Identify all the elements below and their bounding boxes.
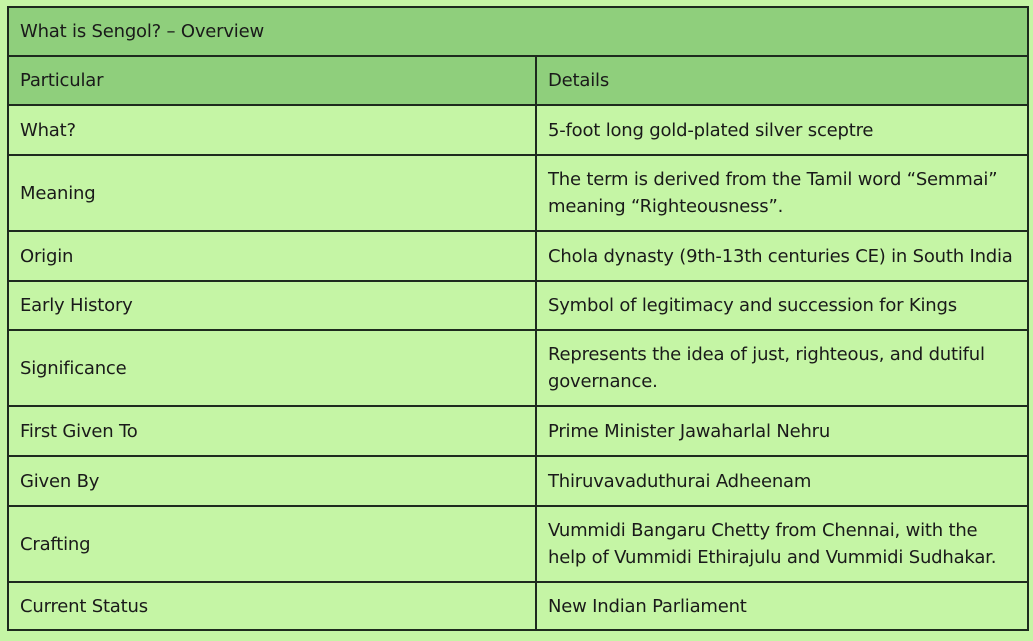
cell-details: Vummidi Bangaru Chetty from Chennai, with the help of Vummidi Ethirajulu and Vummidi Sudhakar. xyxy=(536,506,1028,582)
cell-details: Prime Minister Jawaharlal Nehru xyxy=(536,406,1028,456)
table-row xyxy=(8,506,1028,582)
cell-particular: Early History xyxy=(8,281,536,330)
cell-details: New Indian Parliament xyxy=(536,582,1028,630)
cell-particular: Given By xyxy=(8,456,536,506)
table-row xyxy=(8,582,1028,630)
table-row xyxy=(8,281,1028,330)
cell-details: 5-foot long gold-plated silver sceptre xyxy=(536,105,1028,155)
table-title: What is Sengol? – Overview xyxy=(8,7,1028,56)
cell-particular: First Given To xyxy=(8,406,536,456)
cell-particular: Significance xyxy=(8,330,536,406)
cell-particular: Crafting xyxy=(8,506,536,582)
cell-details: Symbol of legitimacy and succession for Kings xyxy=(536,281,1028,330)
table-row xyxy=(8,155,1028,231)
cell-details: The term is derived from the Tamil word “Semmai” meaning “Righteousness”. xyxy=(536,155,1028,231)
table-header-row xyxy=(8,56,1028,105)
table-title-row xyxy=(8,7,1028,56)
sengol-overview-table xyxy=(7,6,1029,631)
table-row xyxy=(8,406,1028,456)
table-row xyxy=(8,105,1028,155)
cell-details: Chola dynasty (9th-13th centuries CE) in South India xyxy=(536,231,1028,281)
column-header-particular: Particular xyxy=(8,56,536,105)
column-header-details: Details xyxy=(536,56,1028,105)
cell-particular: Origin xyxy=(8,231,536,281)
table-row xyxy=(8,330,1028,406)
table-row xyxy=(8,456,1028,506)
cell-details: Represents the idea of just, righteous, and dutiful governance. xyxy=(536,330,1028,406)
cell-particular: Current Status xyxy=(8,582,536,630)
cell-details: Thiruvavaduthurai Adheenam xyxy=(536,456,1028,506)
table-row xyxy=(8,231,1028,281)
cell-particular: Meaning xyxy=(8,155,536,231)
cell-particular: What? xyxy=(8,105,536,155)
